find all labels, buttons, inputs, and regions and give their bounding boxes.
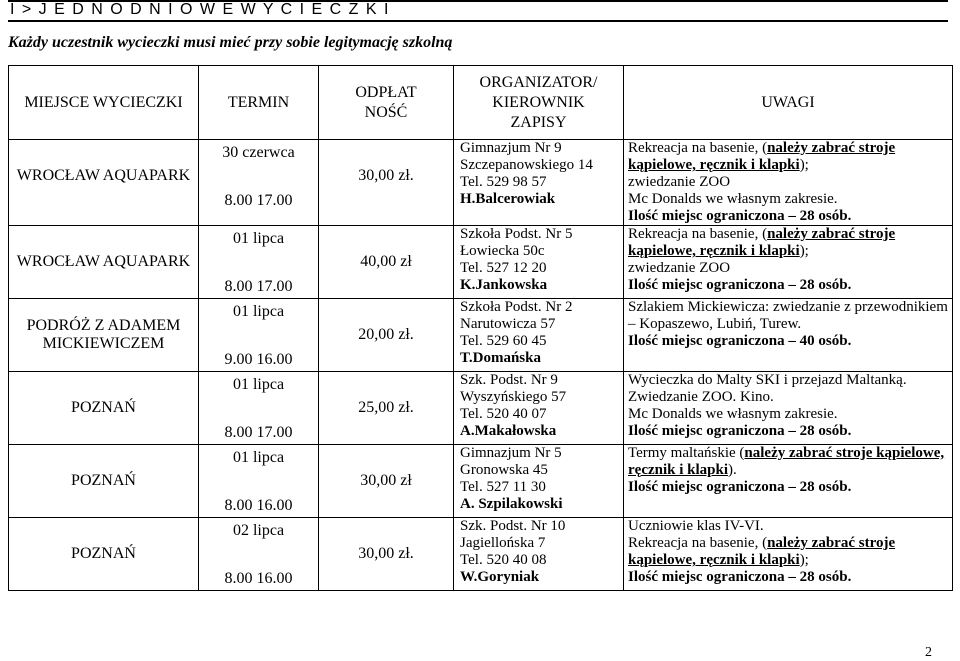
cell-termin xyxy=(199,140,319,226)
org-line: Szk. Podst. Nr 10 xyxy=(460,518,566,534)
notes-limit: Ilość miejsc ograniczona – 28 osób. xyxy=(628,569,852,585)
termin-date: 02 lipca xyxy=(232,522,285,539)
termin-time: 8.00 16.00 xyxy=(224,497,293,514)
cell-place xyxy=(9,445,199,518)
cell-notes xyxy=(624,140,953,226)
header-odplatnosc: ODPŁAT NOŚĆ xyxy=(319,66,454,140)
notes-limit: Ilość miejsc ograniczona – 28 osób. xyxy=(628,423,852,439)
org-leader: T.Domańska xyxy=(460,350,541,366)
table-row xyxy=(9,226,953,299)
org-line: Tel. 527 11 30 xyxy=(460,479,546,495)
cell-organizer xyxy=(454,518,624,591)
notes-underlined: należy zabrać stroje kąpielowe, ręcznik i klapki xyxy=(628,535,896,568)
cell-place xyxy=(9,140,199,226)
table-row xyxy=(9,518,953,591)
org-leader: W.Goryniak xyxy=(460,569,540,585)
notes-extra: Zwiedzanie ZOO. Kino. xyxy=(628,389,774,405)
termin-date: 01 lipca xyxy=(232,303,285,320)
table-header-row xyxy=(9,66,953,140)
cell-place xyxy=(9,299,199,372)
price: 25,00 zł. xyxy=(358,399,414,416)
notes-underlined: należy zabrać stroje kąpielowe, ręcznik i klapki xyxy=(628,140,896,173)
org-line: Jagiellońska 7 xyxy=(460,535,546,551)
termin-date: 30 czerwca xyxy=(222,144,295,161)
cell-notes xyxy=(624,299,953,372)
cell-price xyxy=(319,299,454,372)
price: 20,00 zł. xyxy=(358,326,414,343)
subtitle: Każdy uczestnik wycieczki musi mieć przy sobie legitymację szkolną xyxy=(8,34,453,51)
cell-organizer xyxy=(454,445,624,518)
notes-text: Rekreacja na basenie, ( xyxy=(628,535,768,551)
org-line: Szkoła Podst. Nr 5 xyxy=(460,226,573,242)
notes-extra: zwiedzanie ZOO xyxy=(628,260,731,276)
org-line: Gimnazjum Nr 5 xyxy=(460,445,562,461)
cell-organizer xyxy=(454,372,624,445)
cell-organizer xyxy=(454,140,624,226)
org-line: Łowiecka 50c xyxy=(460,243,545,259)
table-row xyxy=(9,372,953,445)
org-line: Narutowicza 57 xyxy=(460,316,556,332)
notes-pre: Uczniowie klas IV-VI. xyxy=(628,518,764,534)
org-leader: H.Balcerowiak xyxy=(460,191,556,207)
notes-text: Rekreacja na basenie, ( xyxy=(628,226,768,242)
org-leader: K.Jankowska xyxy=(460,277,548,293)
cell-place xyxy=(9,372,199,445)
notes-close: ); xyxy=(799,157,809,173)
cell-place xyxy=(9,518,199,591)
notes-text: Rekreacja na basenie, ( xyxy=(628,140,768,156)
cell-termin xyxy=(199,299,319,372)
place-name: POZNAŃ xyxy=(71,472,136,489)
notes-text: Termy maltańskie ( xyxy=(628,445,745,461)
price: 30,00 zł xyxy=(360,472,412,489)
header-place: MIEJSCE WYCIECZKI xyxy=(9,66,199,140)
org-line: Gronowska 45 xyxy=(460,462,548,478)
place-name: POZNAŃ xyxy=(71,545,136,562)
termin-time: 8.00 17.00 xyxy=(224,192,293,209)
org-line: Tel. 527 12 20 xyxy=(460,260,547,276)
document-title: I > J E D N O D N I O W E W Y C I E C Z K I xyxy=(8,0,948,22)
org-line: Szczepanowskiego 14 xyxy=(460,157,593,173)
cell-notes xyxy=(624,226,953,299)
cell-price xyxy=(319,372,454,445)
cell-notes xyxy=(624,445,953,518)
org-line: Tel. 529 60 45 xyxy=(460,333,547,349)
header-organizator: ORGANIZATOR/ KIEROWNIK ZAPISY xyxy=(454,66,624,140)
header-uwagi: UWAGI xyxy=(624,66,953,140)
cell-price xyxy=(319,445,454,518)
notes-text: Szlakiem Mickiewicza: zwiedzanie z przewodnikiem – Kopaszewo, Lubiń, Turew. xyxy=(628,299,948,332)
cell-organizer xyxy=(454,299,624,372)
notes-limit: Ilość miejsc ograniczona – 28 osób. xyxy=(628,479,852,495)
org-leader: A.Makałowska xyxy=(460,423,557,439)
page-number: 2 xyxy=(925,645,932,660)
price: 40,00 zł xyxy=(360,253,412,270)
org-line: Tel. 520 40 07 xyxy=(460,406,547,422)
cell-price xyxy=(319,226,454,299)
notes-text: Wycieczka do Malty SKI i przejazd Maltanką. xyxy=(628,372,907,388)
org-line: Gimnazjum Nr 9 xyxy=(460,140,562,156)
notes-underlined: należy zabrać stroje kąpielowe, ręcznik i klapki xyxy=(628,226,896,259)
termin-date: 01 lipca xyxy=(232,230,285,247)
place-name: WROCŁAW AQUAPARK xyxy=(16,167,191,184)
cell-price xyxy=(319,140,454,226)
org-line: Tel. 529 98 57 xyxy=(460,174,547,190)
termin-time: 8.00 17.00 xyxy=(224,278,293,295)
price: 30,00 zł. xyxy=(358,545,414,562)
cell-organizer xyxy=(454,226,624,299)
termin-date: 01 lipca xyxy=(232,449,285,466)
cell-termin xyxy=(199,226,319,299)
table-row xyxy=(9,140,953,226)
termin-time: 8.00 17.00 xyxy=(224,424,293,441)
notes-close: ); xyxy=(799,552,809,568)
org-line: Szk. Podst. Nr 9 xyxy=(460,372,558,388)
notes-extra: zwiedzanie ZOO xyxy=(628,174,731,190)
cell-termin xyxy=(199,372,319,445)
cell-termin xyxy=(199,518,319,591)
header-termin: TERMIN xyxy=(199,66,319,140)
termin-date: 01 lipca xyxy=(232,376,285,393)
place-name: POZNAŃ xyxy=(71,399,136,416)
cell-place xyxy=(9,226,199,299)
org-leader: A. Szpilakowski xyxy=(460,496,563,512)
table-row xyxy=(9,445,953,518)
notes-extra2: Mc Donalds we własnym zakresie. xyxy=(628,191,838,207)
price: 30,00 zł. xyxy=(358,167,414,184)
cell-termin xyxy=(199,445,319,518)
notes-limit: Ilość miejsc ograniczona – 40 osób. xyxy=(628,333,852,349)
termin-time: 8.00 16.00 xyxy=(224,570,293,587)
notes-limit: Ilość miejsc ograniczona – 28 osób. xyxy=(628,208,852,224)
cell-notes xyxy=(624,372,953,445)
notes-limit: Ilość miejsc ograniczona – 28 osób. xyxy=(628,277,852,293)
notes-underlined: należy zabrać stroje kąpielowe, ręcznik i klapki xyxy=(628,445,945,478)
notes-close: ). xyxy=(728,462,737,478)
termin-time: 9.00 16.00 xyxy=(224,351,293,368)
notes-close: ); xyxy=(799,243,809,259)
cell-price xyxy=(319,518,454,591)
table-row xyxy=(9,299,953,372)
trips-table xyxy=(8,65,953,591)
place-name: WROCŁAW AQUAPARK xyxy=(16,253,191,270)
org-line: Szkoła Podst. Nr 2 xyxy=(460,299,573,315)
cell-notes xyxy=(624,518,953,591)
notes-extra2: Mc Donalds we własnym zakresie. xyxy=(628,406,838,422)
org-line: Wyszyńskiego 57 xyxy=(460,389,567,405)
org-line: Tel. 520 40 08 xyxy=(460,552,547,568)
place-name: PODRÓŻ Z ADAMEM MICKIEWICZEM xyxy=(26,317,181,352)
